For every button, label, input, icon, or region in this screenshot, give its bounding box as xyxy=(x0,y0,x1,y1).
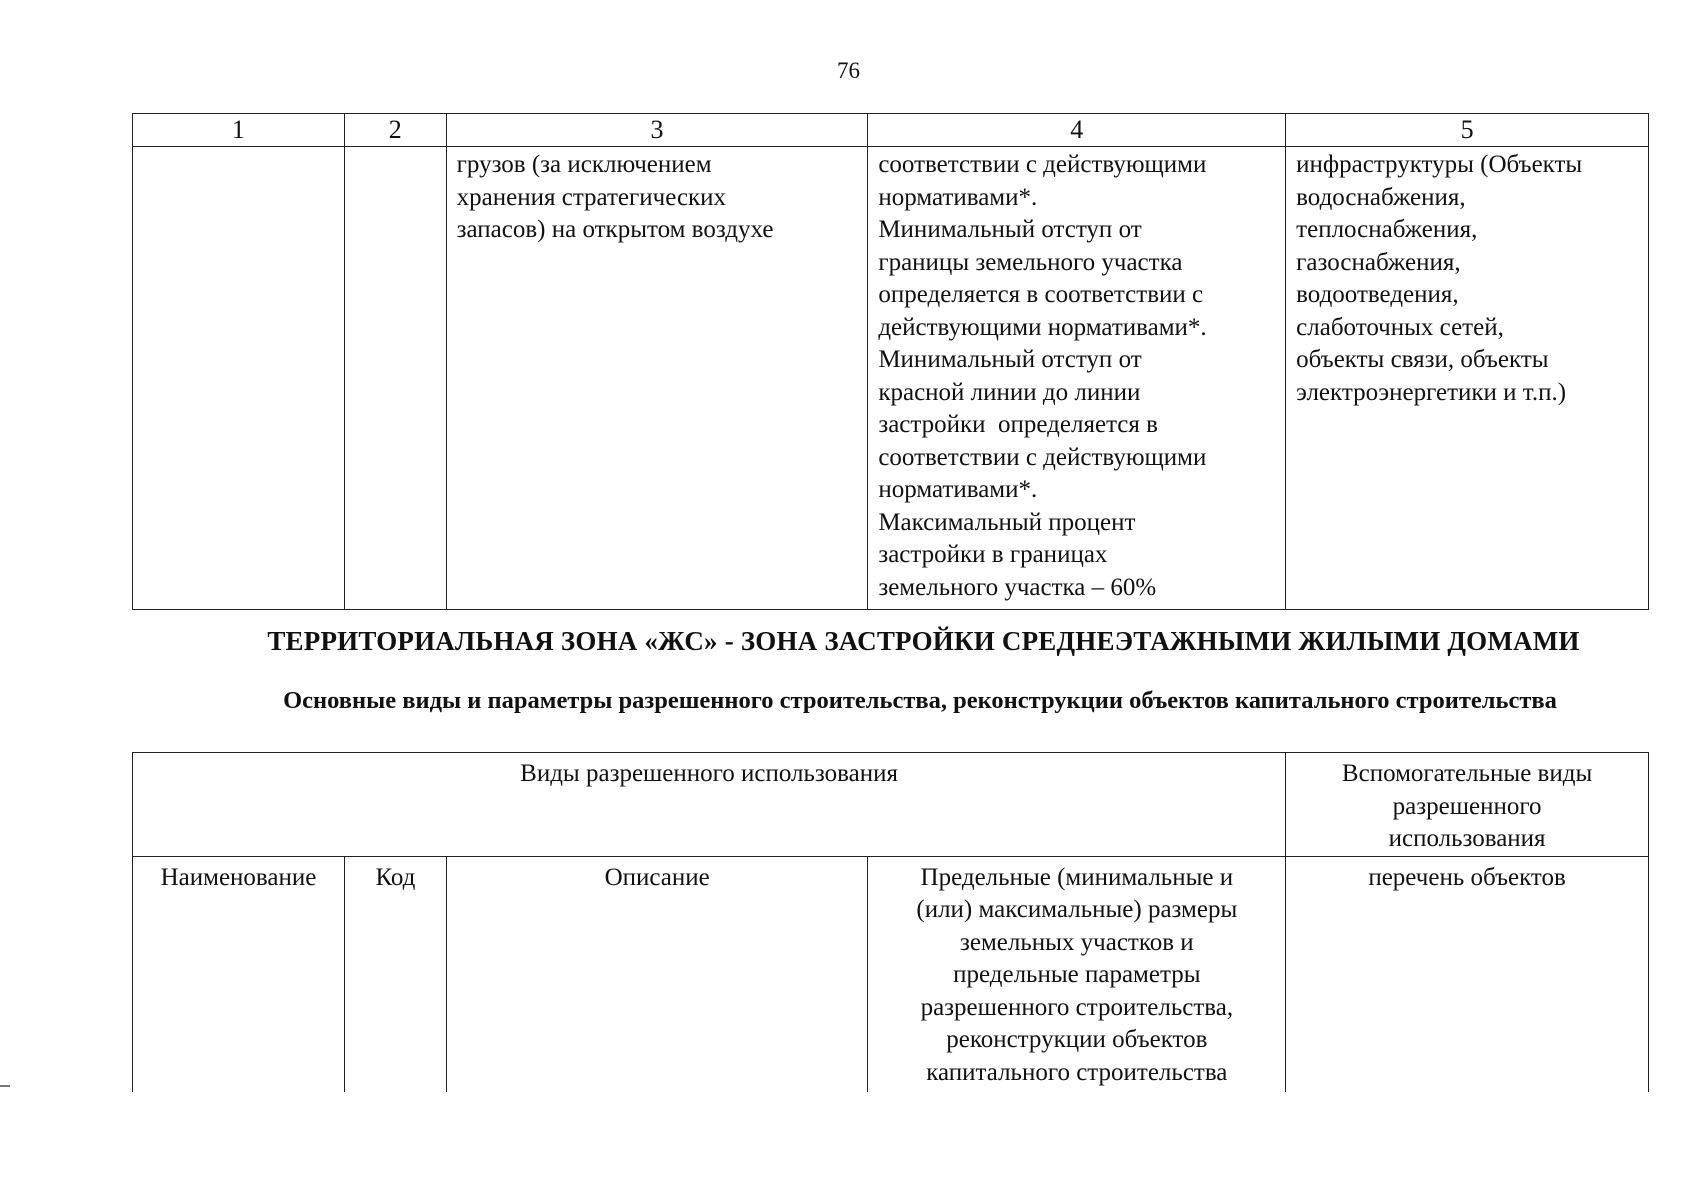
text-line: застройки определяется в xyxy=(878,411,1158,438)
column-number: 4 xyxy=(868,114,1286,147)
text-line: запасов) на открытом воздухе xyxy=(456,216,774,243)
text-line: газоснабжения, xyxy=(1296,248,1461,276)
header-limits xyxy=(868,856,1286,1092)
text-line: электроэнергетики и т.п.) xyxy=(1296,378,1567,406)
text-line: границы земельного участка xyxy=(878,248,1183,276)
column-number: 5 xyxy=(1286,114,1649,147)
page-number: 76 xyxy=(837,58,860,83)
table-row xyxy=(133,147,1649,610)
text-line: земельного участка – 60% xyxy=(878,573,1157,601)
text-line: Предельные (минимальные и xyxy=(920,863,1234,891)
text-line: инфраструктуры (Объекты xyxy=(1296,151,1583,178)
text-line: нормативами*. xyxy=(878,476,1038,503)
text-line: грузов (за исключением xyxy=(456,151,712,178)
text-line: использования xyxy=(1388,825,1546,852)
header-permitted-uses: Виды разрешенного использования xyxy=(133,753,1286,857)
column-header-row xyxy=(133,856,1649,1092)
text-line: (или) максимальные) размеры xyxy=(916,896,1238,923)
margin-mark xyxy=(0,1085,10,1087)
header-object-list: перечень объектов xyxy=(1286,856,1649,1092)
header-description: Описание xyxy=(446,856,868,1092)
text-line: Минимальный отступ от xyxy=(878,346,1142,373)
text-line: слаботочных сетей, xyxy=(1296,313,1504,341)
text-line: Максимальный процент xyxy=(878,508,1136,536)
text-line: хранения стратегических xyxy=(456,183,727,211)
cell-name xyxy=(133,147,345,610)
text-line: соответствии с действующими xyxy=(878,151,1207,178)
column-number: 3 xyxy=(446,114,868,147)
text-line: действующими нормативами*. xyxy=(878,313,1207,341)
text-line: Минимальный отступ от xyxy=(878,216,1142,243)
section-title: Основные виды и параметры разрешенного строительства, реконструкции объектов капитального строительства xyxy=(283,687,1557,714)
zone-title: ТЕРРИТОРИАЛЬНАЯ ЗОНА «ЖС» - ЗОНА ЗАСТРОЙКИ СРЕДНЕЭТАЖНЫМИ ЖИЛЫМИ ДОМАМИ xyxy=(267,626,1580,656)
cell-description xyxy=(446,147,868,610)
cell-code xyxy=(344,147,446,610)
text-line: предельные параметры xyxy=(953,961,1201,988)
cell-auxiliary xyxy=(1286,147,1649,610)
text-line: земельных участков и xyxy=(959,928,1194,956)
zone-table xyxy=(132,752,1649,1092)
text-line: соответствии с действующими xyxy=(878,443,1207,471)
text-line: разрешенного строительства, xyxy=(920,993,1234,1021)
group-header-row xyxy=(133,753,1649,857)
column-number-row xyxy=(133,114,1649,147)
text-line: разрешенного xyxy=(1392,792,1542,820)
text-line: красной линии до линии xyxy=(878,378,1141,406)
text-line: объекты связи, объекты xyxy=(1296,346,1549,373)
column-number: 1 xyxy=(133,114,345,147)
text-line: реконструкции объектов xyxy=(946,1026,1208,1053)
text-line: нормативами*. xyxy=(878,183,1038,211)
text-line: водоснабжения, xyxy=(1296,183,1466,211)
cell-limits xyxy=(868,147,1286,610)
text-line: определяется в соответствии с xyxy=(878,281,1204,308)
text-line: застройки в границах xyxy=(878,541,1108,568)
text-line: водоотведения, xyxy=(1296,281,1459,308)
continuation-table xyxy=(132,113,1649,610)
text-line: теплоснабжения, xyxy=(1296,216,1478,243)
header-code: Код xyxy=(344,856,446,1092)
text-line: капитального строительства xyxy=(926,1058,1228,1086)
text-line: Вспомогательные виды xyxy=(1341,760,1593,787)
column-number: 2 xyxy=(344,114,446,147)
header-auxiliary-uses xyxy=(1286,753,1649,857)
header-name: Наименование xyxy=(133,856,345,1092)
